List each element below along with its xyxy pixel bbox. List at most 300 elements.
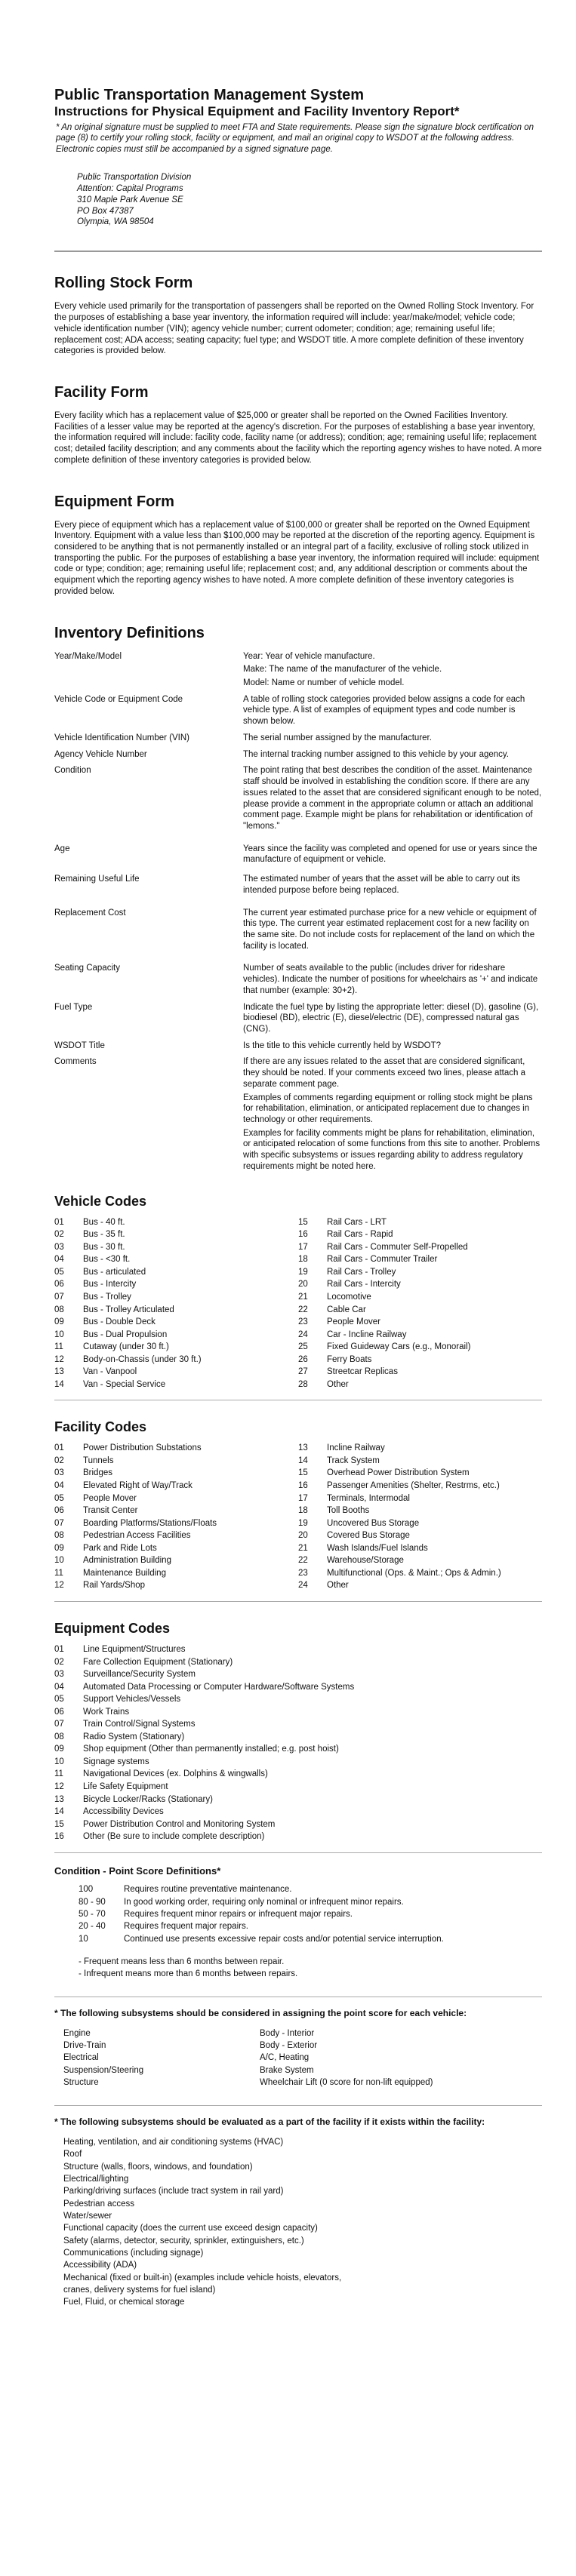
code-row (54, 1756, 542, 1769)
code-row (298, 1567, 542, 1580)
code-row (54, 1681, 542, 1694)
code-row (54, 1794, 542, 1806)
code-label: Other (327, 1581, 349, 1591)
code-row (298, 1455, 542, 1468)
code-row (54, 1781, 542, 1794)
definition-text: Year: Year of vehicle manufacture. (243, 651, 375, 661)
definition-term: Replacement Cost (54, 908, 126, 918)
code-row (54, 1329, 298, 1342)
code-number: 10 (54, 1329, 64, 1339)
definition-term: Condition (54, 766, 91, 776)
code-number: 11 (54, 1769, 63, 1779)
code-label: Maintenance Building (83, 1568, 166, 1578)
vehicle-codes-table (54, 1216, 542, 1391)
code-label: Streetcar Replicas (327, 1367, 398, 1377)
code-label: Transit Center (83, 1506, 138, 1516)
condition-meaning: Continued use presents excessive repair costs and/or potential service interruption. (124, 1934, 444, 1944)
document-subtitle: Instructions for Physical Equipment and Facility Inventory Report* (54, 104, 460, 118)
code-number: 09 (54, 1317, 64, 1327)
facility-subsystems-heading: * The following subsystems should be evaluated as a part of the facility if it exists within the facility: (54, 2116, 485, 2128)
address-line: Attention: Capital Programs (77, 183, 183, 193)
definition-text: The estimated number of years that the asset will be able to carry out its intended purpose before being replaced. (243, 875, 520, 895)
code-row (298, 1366, 542, 1379)
definition-text: The point rating that best describes the condition of the asset. Maintenance staff should be involved in establishing the condition score. If there are any issues related to the asset that are considered significant enough to be noted, please provide a comment in the appropriate column or attach an additional comment page. Example might be plans for rehabilitation or identification of "lemons." (243, 766, 542, 831)
code-label: Signage systems (83, 1757, 149, 1766)
code-number: 14 (54, 1807, 64, 1817)
code-label: Track System (327, 1456, 380, 1465)
code-label: Administration Building (83, 1556, 171, 1566)
definition-row (54, 651, 542, 691)
section-divider (54, 1601, 542, 1602)
condition-meaning: Requires frequent minor repairs or infrequent major repairs. (124, 1909, 353, 1919)
condition-notes (54, 1956, 542, 1980)
condition-meaning: Requires frequent major repairs. (124, 1922, 248, 1932)
code-number: 09 (54, 1543, 64, 1553)
facility-codes-heading: Facility Codes (54, 1419, 147, 1435)
code-number: 11 (54, 1568, 63, 1578)
code-label: Pedestrian Access Facilities (83, 1531, 191, 1541)
code-label: Wash Islands/Fuel Islands (327, 1543, 428, 1553)
code-number: 05 (54, 1267, 64, 1277)
code-number: 06 (54, 1506, 64, 1516)
definition-description (243, 874, 542, 898)
code-row (54, 1542, 298, 1555)
vehicle-codes-right (298, 1216, 542, 1391)
subsystem-item: Body - Exterior (260, 2041, 318, 2051)
code-number: 26 (298, 1354, 308, 1364)
code-number: 12 (54, 1581, 64, 1591)
subsystem-item: Body - Interior (260, 2028, 315, 2038)
code-label: Multifunctional (Ops. & Maint.; Ops & Admin.) (327, 1568, 501, 1578)
definition-term: Vehicle Code or Equipment Code (54, 694, 183, 704)
code-row (298, 1316, 542, 1329)
definition-term: Agency Vehicle Number (54, 749, 147, 759)
subsystem-item: A/C, Heating (260, 2053, 310, 2063)
subsystem-item: Wheelchair Lift (0 score for non-lift equipped) (260, 2078, 433, 2088)
code-number: 01 (54, 1443, 64, 1453)
code-label: Car - Incline Railway (327, 1329, 407, 1339)
code-row (54, 1366, 298, 1379)
code-number: 03 (54, 1468, 64, 1478)
definition-term: Fuel Type (54, 1002, 93, 1012)
code-row (54, 1668, 542, 1681)
code-number: 16 (298, 1481, 308, 1490)
definition-term: Remaining Useful Life (54, 875, 140, 884)
code-row (298, 1442, 542, 1455)
definition-text: The internal tracking number assigned to this vehicle by your agency. (243, 749, 510, 759)
facility-subsystem-item: cranes, delivery systems for fuel island) (63, 2285, 216, 2295)
code-label: Rail Cars - LRT (327, 1217, 387, 1227)
code-label: Park and Ride Lots (83, 1543, 157, 1553)
vehicle-subsystems-left (63, 2027, 260, 2089)
definition-term: Seating Capacity (54, 964, 120, 973)
condition-score-row (54, 1920, 542, 1932)
code-row (54, 1467, 298, 1480)
code-label: Bus - 40 ft. (83, 1217, 125, 1227)
facility-heading: Facility Form (54, 383, 149, 401)
code-label: Bicycle Locker/Racks (Stationary) (83, 1794, 213, 1804)
condition-score: 10 (79, 1934, 88, 1944)
code-label: Locomotive (327, 1292, 371, 1302)
condition-score: 20 - 40 (79, 1922, 106, 1932)
definition-row (54, 733, 542, 746)
code-number: 17 (298, 1242, 308, 1252)
code-label: Covered Bus Storage (327, 1531, 410, 1541)
code-row (54, 1216, 298, 1229)
section-divider (54, 2105, 542, 2106)
condition-scores-table (54, 1883, 542, 1945)
code-row (54, 1278, 298, 1291)
facility-subsystem-item: Pedestrian access (63, 2199, 134, 2209)
code-number: 10 (54, 1757, 64, 1766)
definition-description (243, 765, 542, 834)
code-number: 23 (298, 1317, 308, 1327)
code-number: 06 (54, 1280, 64, 1290)
condition-score-row (54, 1883, 542, 1895)
code-label: Cable Car (327, 1305, 366, 1314)
definition-row (54, 844, 542, 868)
code-label: Navigational Devices (ex. Dolphins & wingwalls) (83, 1769, 268, 1779)
code-row (298, 1329, 542, 1342)
code-label: People Mover (327, 1317, 380, 1327)
code-label: Line Equipment/Structures (83, 1644, 186, 1654)
code-number: 20 (298, 1280, 308, 1290)
code-row (54, 1529, 298, 1542)
code-number: 08 (54, 1531, 64, 1541)
code-number: 15 (298, 1217, 308, 1227)
code-number: 13 (54, 1367, 64, 1377)
vehicle-subsystems-table (54, 2027, 542, 2089)
code-number: 17 (298, 1493, 308, 1503)
facility-subsystem-item: Accessibility (ADA) (63, 2261, 137, 2270)
definition-description (243, 1041, 542, 1054)
section-divider (54, 251, 542, 252)
mailing-address (77, 172, 542, 229)
code-label: Rail Cars - Rapid (327, 1230, 393, 1240)
code-row (54, 1806, 542, 1818)
code-row (298, 1278, 542, 1291)
subsystem-item: Drive-Train (63, 2041, 106, 2051)
code-number: 10 (54, 1556, 64, 1566)
vehicle-codes-left (54, 1216, 298, 1391)
code-label: Van - Vanpool (83, 1367, 137, 1377)
definition-row (54, 765, 542, 834)
code-row (298, 1579, 542, 1592)
condition-score: 80 - 90 (79, 1897, 106, 1907)
code-row (54, 1354, 298, 1366)
facility-subsystem-item: Communications (including signage) (63, 2248, 204, 2258)
rolling-stock-heading: Rolling Stock Form (54, 275, 193, 292)
code-label: Power Distribution Control and Monitoring System (83, 1819, 276, 1829)
code-number: 08 (54, 1305, 64, 1314)
code-label: Other (Be sure to include complete description) (83, 1832, 265, 1842)
facility-codes-table (54, 1442, 542, 1592)
code-label: Fixed Guideway Cars (e.g., Monorail) (327, 1342, 471, 1352)
definition-term: WSDOT Title (54, 1041, 105, 1050)
code-number: 22 (298, 1305, 308, 1314)
code-number: 03 (54, 1670, 64, 1680)
definition-description (243, 733, 542, 746)
code-row (54, 1579, 298, 1592)
code-row (54, 1768, 542, 1781)
code-row (54, 1241, 298, 1254)
definition-term: Year/Make/Model (54, 651, 122, 661)
code-label: Bus - Double Deck (83, 1317, 156, 1327)
code-row (298, 1304, 542, 1317)
definition-text: If there are any issues related to the asset that are considered significant, they should be noted. If your comments exceed two lines, please attach a separate comment page. (243, 1057, 525, 1089)
code-row (298, 1492, 542, 1505)
code-number: 24 (298, 1581, 308, 1591)
code-label: Elevated Right of Way/Track (83, 1481, 193, 1490)
condition-score-row (54, 1896, 542, 1908)
code-number: 05 (54, 1695, 64, 1705)
code-row (54, 1643, 542, 1656)
condition-meaning: Requires routine preventative maintenance. (124, 1885, 292, 1895)
code-label: Rail Cars - Commuter Trailer (327, 1255, 438, 1265)
definition-row (54, 694, 542, 730)
code-number: 04 (54, 1682, 64, 1692)
equipment-codes-heading: Equipment Codes (54, 1620, 171, 1636)
code-row (298, 1228, 542, 1241)
code-number: 28 (298, 1379, 308, 1389)
code-number: 27 (298, 1367, 308, 1377)
code-number: 16 (298, 1230, 308, 1240)
code-label: People Mover (83, 1493, 137, 1503)
code-number: 04 (54, 1255, 64, 1265)
code-number: 21 (298, 1543, 308, 1553)
code-row (298, 1354, 542, 1366)
code-number: 19 (298, 1267, 308, 1277)
code-label: Bus - Intercity (83, 1280, 137, 1290)
address-line: Olympia, WA 98504 (77, 217, 154, 227)
code-label: Rail Cars - Trolley (327, 1267, 396, 1277)
code-label: Bridges (83, 1468, 112, 1478)
code-number: 14 (54, 1379, 64, 1389)
code-row (298, 1480, 542, 1492)
code-row (54, 1492, 298, 1505)
definition-row (54, 749, 542, 763)
code-number: 13 (298, 1443, 308, 1453)
code-number: 11 (54, 1342, 63, 1352)
definition-text: Is the title to this vehicle currently held by WSDOT? (243, 1041, 442, 1050)
facility-subsystem-item: Roof (63, 2150, 82, 2159)
code-row (298, 1291, 542, 1304)
code-label: Rail Cars - Commuter Self-Propelled (327, 1242, 468, 1252)
code-row (54, 1656, 542, 1669)
code-number: 13 (54, 1794, 64, 1804)
address-line: Public Transportation Division (77, 172, 192, 182)
facility-subsystem-item: Functional capacity (does the current use exceed design capacity) (63, 2224, 318, 2233)
code-row (298, 1529, 542, 1542)
code-number: 21 (298, 1292, 308, 1302)
subsystem-item: Structure (63, 2078, 99, 2088)
code-number: 18 (298, 1255, 308, 1265)
code-row (298, 1542, 542, 1555)
code-label: Bus - 30 ft. (83, 1242, 125, 1252)
code-label: Tunnels (83, 1456, 114, 1465)
code-label: Bus - 35 ft. (83, 1230, 125, 1240)
subsystem-item: Engine (63, 2028, 91, 2038)
code-label: Fare Collection Equipment (Stationary) (83, 1657, 233, 1667)
code-row (54, 1291, 298, 1304)
code-row (54, 1266, 298, 1279)
code-label: Bus - Trolley Articulated (83, 1305, 174, 1314)
code-row (54, 1706, 542, 1719)
code-number: 23 (298, 1568, 308, 1578)
code-number: 01 (54, 1217, 64, 1227)
facility-subsystem-item: Electrical/lighting (63, 2174, 129, 2184)
code-number: 22 (298, 1556, 308, 1566)
definition-term: Age (54, 844, 70, 853)
code-row (298, 1379, 542, 1391)
vehicle-subsystems-right (260, 2027, 456, 2089)
code-label: Train Control/Signal Systems (83, 1720, 196, 1729)
code-label: Van - Special Service (83, 1379, 166, 1389)
code-row (298, 1341, 542, 1354)
code-row (54, 1442, 298, 1455)
code-row (54, 1341, 298, 1354)
code-number: 07 (54, 1292, 64, 1302)
code-row (298, 1216, 542, 1229)
definition-text: Make: The name of the manufacturer of the vehicle. (243, 665, 442, 675)
condition-score: 100 (79, 1885, 94, 1895)
code-row (298, 1253, 542, 1266)
facility-subsystem-item: Structure (walls, floors, windows, and foundation) (63, 2162, 253, 2172)
code-label: Toll Booths (327, 1506, 370, 1516)
code-row (54, 1379, 298, 1391)
code-row (298, 1467, 542, 1480)
definition-row (54, 1056, 542, 1174)
code-label: Automated Data Processing or Computer Hardware/Software Systems (83, 1682, 355, 1692)
definition-description (243, 1056, 542, 1174)
code-label: Radio System (Stationary) (83, 1732, 185, 1741)
subsystem-item: Suspension/Steering (63, 2065, 144, 2075)
code-row (54, 1693, 542, 1706)
facility-subsystem-item: Mechanical (fixed or built-in) (examples include vehicle hoists, elevators, (63, 2273, 342, 2282)
code-number: 07 (54, 1518, 64, 1528)
code-label: Rail Yards/Shop (83, 1581, 146, 1591)
code-row (54, 1818, 542, 1831)
definition-text: Model: Name or number of vehicle model. (243, 678, 405, 688)
code-label: Bus - Trolley (83, 1292, 131, 1302)
code-row (54, 1316, 298, 1329)
definition-text: Indicate the fuel type by listing the appropriate letter: diesel (D), gasoline (G), biodiesel (BD), electric (E), diesel/electric (DE), compressed natural gas (CNG). (243, 1002, 539, 1034)
definition-term: Vehicle Identification Number (VIN) (54, 733, 189, 742)
definition-description (243, 1002, 542, 1037)
code-label: Warehouse/Storage (327, 1556, 404, 1566)
code-label: Bus - articulated (83, 1267, 146, 1277)
definition-text: A table of rolling stock categories provided below assigns a code for each vehicle type. A list of examples of equipment types and code number is shown below. (243, 694, 525, 727)
code-label: Surveillance/Security System (83, 1670, 196, 1680)
signature-note: * An original signature must be supplied to meet FTA and State requirements. Please sign the signature block certification on page (8) to certify your rolling stock, facility or equipment, and mail an original copy to WSDOT at the following address. Electronic copies must still be accompanied by a signed signature page. (56, 122, 534, 154)
facility-subsystem-item: Safety (alarms, detector, security, sprinkler, extinguishers, etc.) (63, 2236, 304, 2246)
address-line: 310 Maple Park Avenue SE (77, 195, 183, 204)
definition-text: Number of seats available to the public (includes driver for rideshare vehicles). Indicate the number of positions for wheelchairs as '+' and indicate that number (example: 30+2). (243, 964, 538, 995)
definition-row (54, 1002, 542, 1037)
code-number: 02 (54, 1657, 64, 1667)
code-label: Terminals, Intermodal (327, 1493, 410, 1503)
rolling-stock-text: Every vehicle used primarily for the transportation of passengers shall be reported on the Owned Rolling Stock Inventory. For the purposes of establishing a base year inventory, the information required will include: year/make/model; vehicle code; vehicle identification number (VIN); agency vehicle number; current odometer; condition; age; remaining useful life; replacement cost; ADA access; seating capacity; fuel type; and WSDOT title. A more complete definition of these inventory categories is provided below. (54, 302, 534, 356)
code-row (298, 1517, 542, 1530)
code-label: Body-on-Chassis (under 30 ft.) (83, 1354, 202, 1364)
code-label: Life Safety Equipment (83, 1781, 168, 1791)
vehicle-subsystems-heading: * The following subsystems should be considered in assigning the point score for each vehicle: (54, 2008, 467, 2019)
code-number: 05 (54, 1493, 64, 1503)
code-number: 06 (54, 1707, 64, 1717)
code-row (54, 1455, 298, 1468)
code-label: Cutaway (under 30 ft.) (83, 1342, 169, 1352)
vehicle-codes-heading: Vehicle Codes (54, 1193, 147, 1209)
code-row (54, 1831, 542, 1843)
facility-subsystem-item: Fuel, Fluid, or chemical storage (63, 2298, 185, 2307)
code-row (54, 1718, 542, 1731)
code-label: Rail Cars - Intercity (327, 1280, 401, 1290)
code-row (54, 1304, 298, 1317)
code-row (54, 1554, 298, 1567)
code-number: 02 (54, 1230, 64, 1240)
code-number: 12 (54, 1354, 64, 1364)
code-number: 12 (54, 1781, 64, 1791)
definition-text: Years since the facility was completed and opened for use or years since the manufacture of equipment or vehicle. (243, 844, 537, 865)
definition-row (54, 963, 542, 998)
code-number: 20 (298, 1531, 308, 1541)
code-number: 24 (298, 1329, 308, 1339)
condition-score: 50 - 70 (79, 1909, 106, 1919)
code-row (298, 1266, 542, 1279)
definition-description (243, 908, 542, 954)
code-label: Bus - <30 ft. (83, 1255, 131, 1265)
definition-term: Comments (54, 1057, 97, 1067)
code-row (54, 1253, 298, 1266)
definition-description (243, 749, 542, 763)
condition-score-row (54, 1933, 542, 1945)
code-number: 07 (54, 1720, 64, 1729)
code-number: 03 (54, 1242, 64, 1252)
facility-subsystem-item: Parking/driving surfaces (include tract system in rail yard) (63, 2187, 284, 2196)
code-number: 18 (298, 1506, 308, 1516)
code-number: 15 (54, 1819, 64, 1829)
code-label: Accessibility Devices (83, 1807, 164, 1817)
equipment-codes-table (54, 1643, 542, 1843)
code-number: 16 (54, 1832, 64, 1842)
facility-text: Every facility which has a replacement value of $25,000 or greater shall be reported on the Owned Facilities Inventory. Facilities of a lesser value may be reported at the agency's discretion. For the purposes of establishing a base year inventory, the information required will include: facility code, facility name (or address); condition; age; remaining useful life; replacement cost; detailed facility description; and any comments about the facility which the reporting agency wishes to have noted. A more complete definition of these inventory categories is provided below. (54, 410, 542, 465)
code-row (54, 1480, 298, 1492)
code-label: Other (327, 1379, 349, 1389)
condition-score-row (54, 1908, 542, 1920)
code-label: Uncovered Bus Storage (327, 1518, 420, 1528)
code-row (54, 1517, 298, 1530)
code-row (54, 1567, 298, 1580)
definition-description (243, 651, 542, 691)
code-label: Work Trains (83, 1707, 130, 1717)
code-row (54, 1731, 542, 1744)
code-label: Shop equipment (Other than permanently installed; e.g. post hoist) (83, 1744, 339, 1754)
code-label: Passenger Amenities (Shelter, Restrms, etc.) (327, 1481, 500, 1490)
code-label: Bus - Dual Propulsion (83, 1329, 168, 1339)
definition-row (54, 1041, 542, 1054)
document-title: Public Transportation Management System (54, 87, 365, 103)
definition-description (243, 844, 542, 868)
code-row (54, 1743, 542, 1756)
code-row (298, 1241, 542, 1254)
equipment-heading: Equipment Form (54, 493, 174, 510)
code-row (54, 1228, 298, 1241)
code-label: Overhead Power Distribution System (327, 1468, 470, 1478)
code-row (54, 1505, 298, 1517)
definition-description (243, 963, 542, 998)
condition-note: - Infrequent means more than 6 months between repairs. (79, 1969, 298, 1979)
code-number: 01 (54, 1644, 64, 1654)
